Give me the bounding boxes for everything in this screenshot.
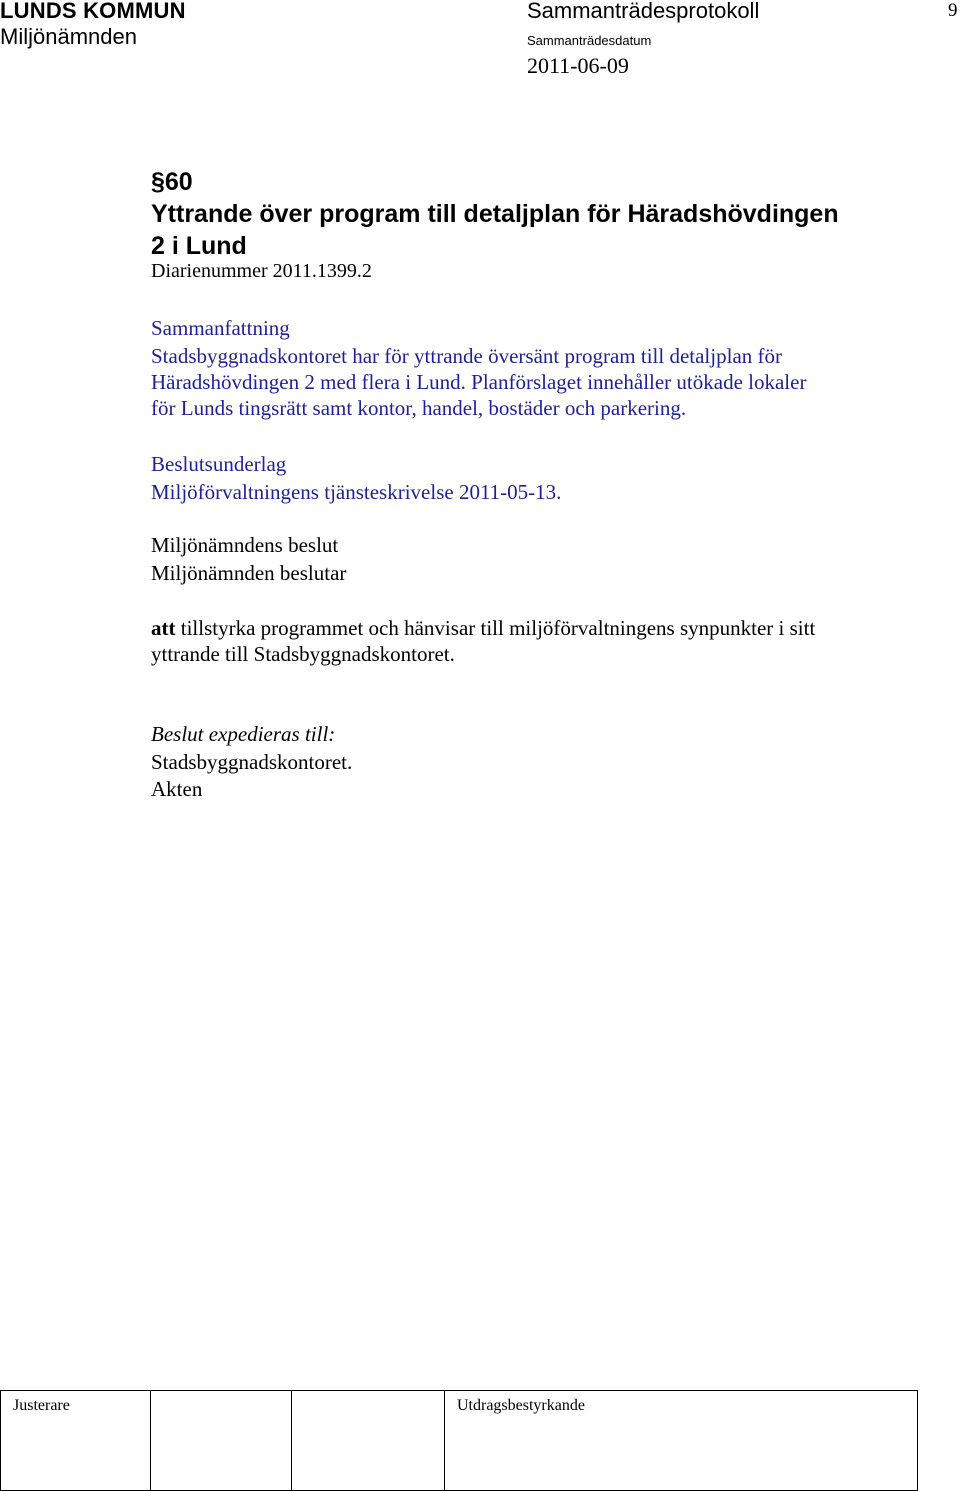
justerare-label: Justerare xyxy=(13,1397,70,1414)
decision-intro: Miljönämnden beslutar xyxy=(151,561,347,585)
meeting-date-label: Sammanträdesdatum xyxy=(527,33,652,48)
decision-line-1-rest: tillstyrka programmet och hänvisar till miljöförvaltningens synpunkter i sitt xyxy=(175,616,816,640)
department-name: Miljönämnden xyxy=(0,24,137,49)
signature-cell xyxy=(151,1391,292,1491)
item-title: Yttrande över program till detaljplan för Häradshövdingen 2 i Lund xyxy=(151,200,839,260)
justerare-cell xyxy=(1,1391,151,1491)
summary-heading: Sammanfattning xyxy=(151,316,290,340)
decision-line-2: yttrande till Stadsbyggnadskontoret. xyxy=(151,642,455,666)
summary-line-1: Stadsbyggnadskontoret har för yttrande översänt program till detaljplan för xyxy=(151,344,782,368)
document-type: Sammanträdesprotokoll xyxy=(527,0,760,23)
distribution-heading: Beslut expedieras till: xyxy=(151,722,336,746)
paragraph-number: §60 xyxy=(151,168,193,196)
distribution-recipient: Akten xyxy=(151,777,203,801)
utdragsbestyrkande-cell xyxy=(445,1391,918,1491)
utdragsbestyrkande-label: Utdragsbestyrkande xyxy=(457,1397,585,1414)
diarienummer: Diarienummer 2011.1399.2 xyxy=(151,260,372,282)
meeting-date-value: 2011-06-09 xyxy=(527,53,629,78)
distribution-recipient: Stadsbyggnadskontoret. xyxy=(151,750,353,774)
basis-heading: Beslutsunderlag xyxy=(151,452,287,476)
decision-line-1 xyxy=(151,615,815,641)
signature-cell xyxy=(292,1391,445,1491)
page-number: 9 xyxy=(948,0,958,21)
signature-table xyxy=(0,1390,918,1491)
att-keyword: att xyxy=(151,616,176,640)
basis-text: Miljöförvaltningens tjänsteskrivelse 2011-05-13. xyxy=(151,480,562,504)
summary-line-3: för Lunds tingsrätt samt kontor, handel, bostäder och parkering. xyxy=(151,396,687,420)
summary-line-2: Häradshövdingen 2 med flera i Lund. Planförslaget innehåller utökade lokaler xyxy=(151,370,807,394)
organization-name: LUNDS KOMMUN xyxy=(0,0,186,23)
decision-heading: Miljönämndens beslut xyxy=(151,533,339,557)
